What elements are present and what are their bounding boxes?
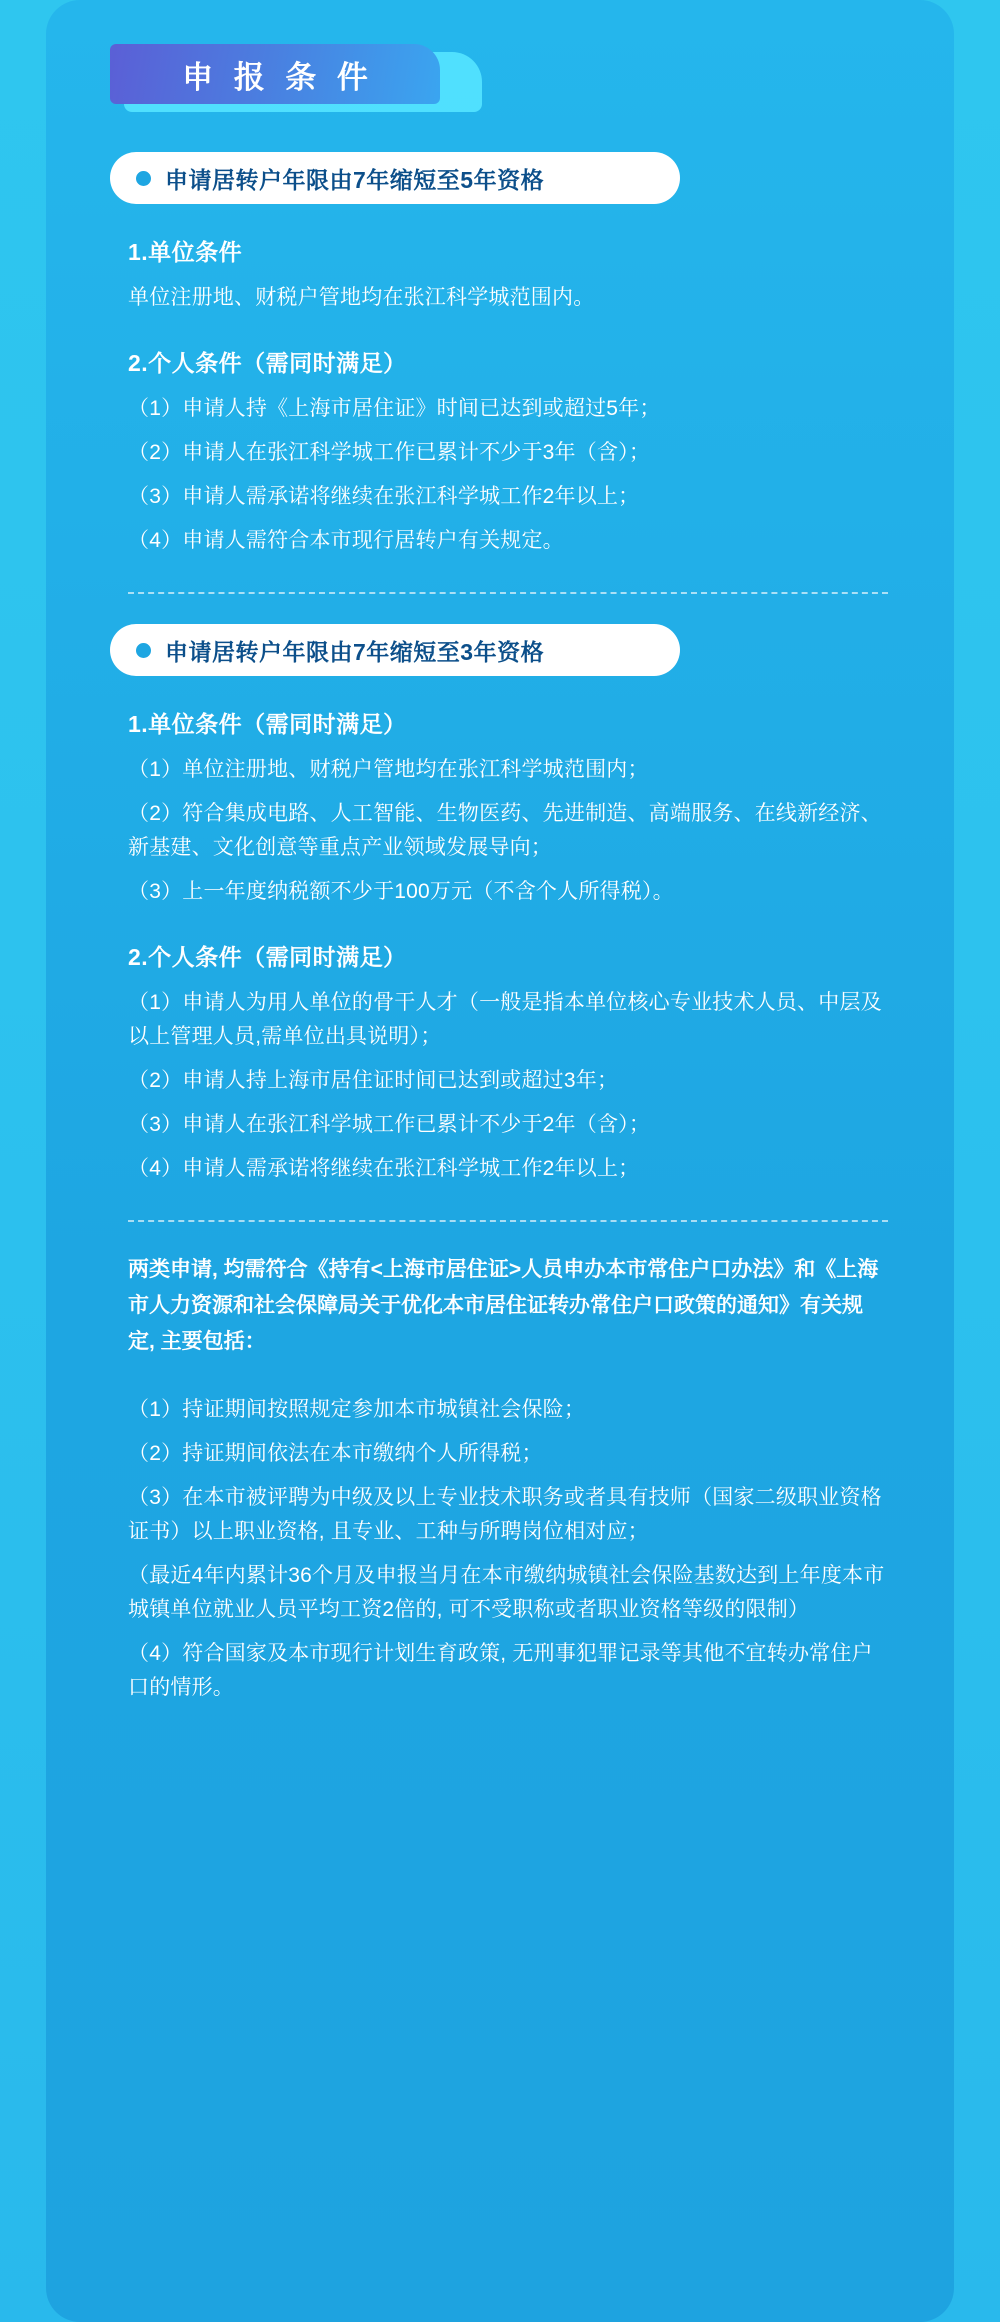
bullet-dot-icon xyxy=(136,171,151,186)
subheading: 2.个人条件（需同时满足） xyxy=(128,944,407,971)
footer-item: （3）在本市被评聘为中级及以上专业技术职务或者具有技师（国家二级职业资格证书）以上职业资格, 且专业、工种与所聘岗位相对应； xyxy=(128,1485,882,1543)
paragraph: 单位注册地、财税户管地均在张江科学城范围内。 xyxy=(128,286,595,309)
section-heading-2-label: 申请居转户年限由7年缩短至3年资格 xyxy=(165,638,545,665)
section-divider xyxy=(128,592,888,594)
section-2-content xyxy=(46,706,954,1186)
subheading: 1.单位条件（需同时满足） xyxy=(128,711,407,738)
footer-item: （最近4年内累计36个月及申报当月在本市缴纳城镇社会保险基数达到上年度本市城镇单位就业人员平均工资2倍的, 可不受职称或者职业资格等级的限制） xyxy=(128,1563,885,1621)
footer-notes xyxy=(46,1252,954,1704)
banner-plate xyxy=(110,44,440,104)
paragraph: （2）申请人持上海市居住证时间已达到或超过3年； xyxy=(128,1069,619,1093)
subheading: 2.个人条件（需同时满足） xyxy=(128,350,407,377)
paragraph: （1）单位注册地、财税户管地均在张江科学城范围内； xyxy=(128,758,649,782)
section-heading-1 xyxy=(110,152,680,204)
section-heading-1-label: 申请居转户年限由7年缩短至5年资格 xyxy=(165,166,545,193)
paragraph: （1）申请人为用人单位的骨干人才（一般是指本单位核心专业技术人员、中层及以上管理人员,需单位出具说明）； xyxy=(128,991,882,1049)
section-divider xyxy=(128,1220,888,1222)
section-1-content xyxy=(46,234,954,558)
content-card xyxy=(46,0,954,2322)
section-heading-2 xyxy=(110,624,680,676)
footer-item: （2）持证期间依法在本市缴纳个人所得税； xyxy=(128,1441,543,1465)
paragraph: （4）申请人需符合本市现行居转户有关规定。 xyxy=(128,529,564,553)
footer-lead: 两类申请, 均需符合《持有<上海市居住证>人员申办本市常住户口办法》和《上海市人力资源和社会保障局关于优化本市居住证转办常住户口政策的通知》有关规定, 主要包括： xyxy=(128,1258,879,1354)
paragraph: （2）符合集成电路、人工智能、生物医药、先进制造、高端服务、在线新经济、新基建、文化创意等重点产业领域发展导向； xyxy=(128,802,882,860)
paragraph: （3）申请人在张江科学城工作已累计不少于2年（含）； xyxy=(128,1113,651,1137)
paragraph: （2）申请人在张江科学城工作已累计不少于3年（含）； xyxy=(128,441,651,465)
banner xyxy=(110,44,482,112)
paragraph: （1）申请人持《上海市居住证》时间已达到或超过5年； xyxy=(128,397,661,421)
page-title: 申 报 条 件 xyxy=(182,59,374,95)
footer-item: （1）持证期间按照规定参加本市城镇社会保险； xyxy=(128,1397,586,1421)
subheading: 1.单位条件 xyxy=(128,239,243,265)
footer-item: （4）符合国家及本市现行计划生育政策, 无刑事犯罪记录等其他不宜转办常住户口的情形。 xyxy=(128,1641,873,1699)
paragraph: （3）上一年度纳税额不少于100万元（不含个人所得税）。 xyxy=(128,880,674,904)
bullet-dot-icon xyxy=(136,643,151,658)
paragraph: （3）申请人需承诺将继续在张江科学城工作2年以上； xyxy=(128,485,640,509)
paragraph: （4）申请人需承诺将继续在张江科学城工作2年以上； xyxy=(128,1157,640,1181)
